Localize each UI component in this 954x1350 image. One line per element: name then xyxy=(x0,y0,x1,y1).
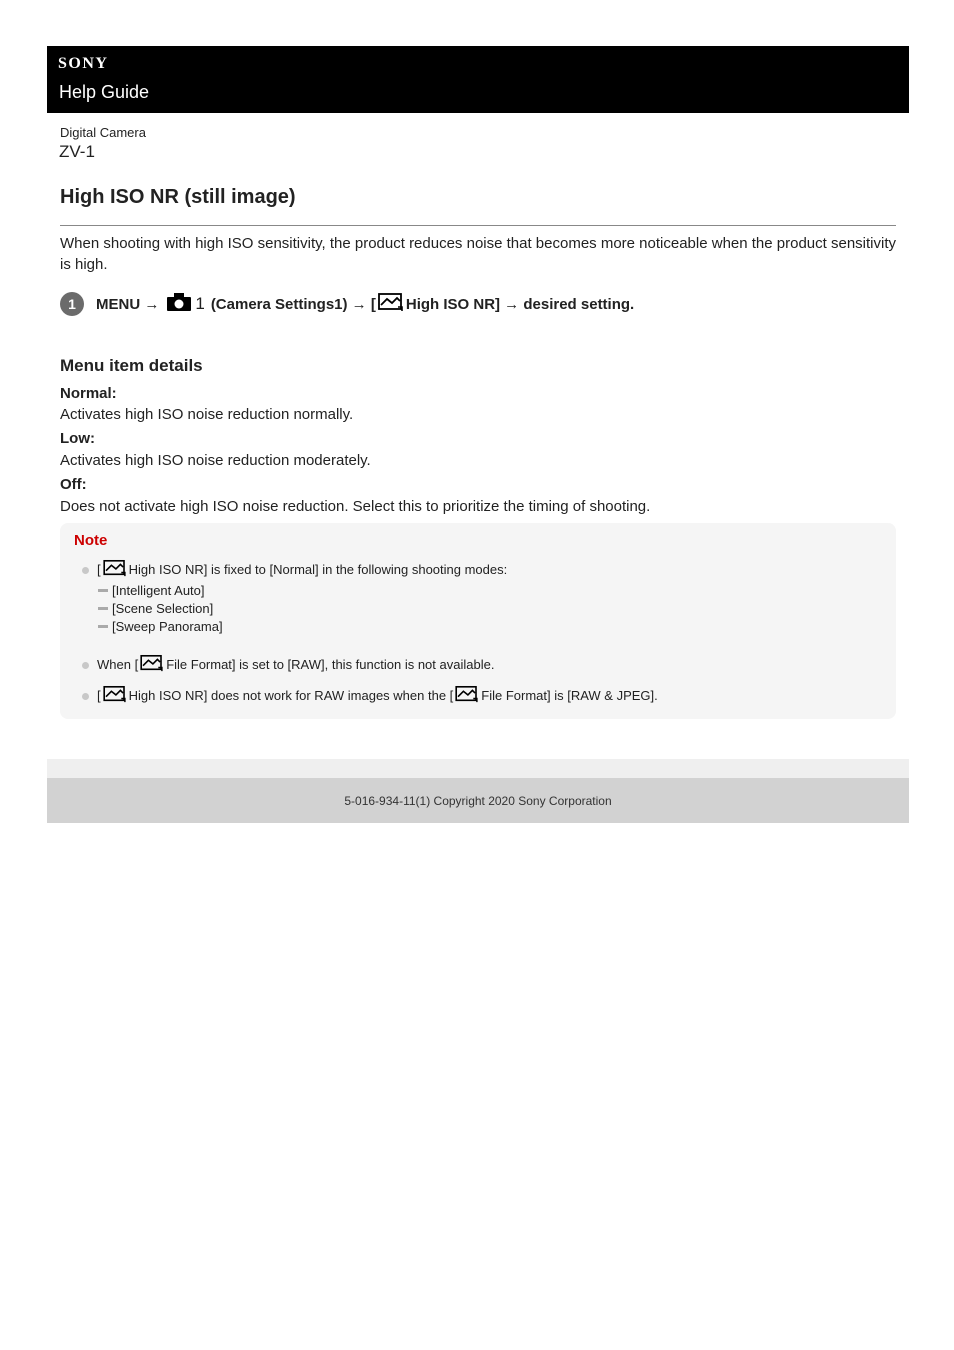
desc-low: Activates high ISO noise reduction moderately. xyxy=(60,452,371,469)
term-normal: Normal: xyxy=(60,385,117,402)
title-divider xyxy=(60,225,896,226)
term-low: Low: xyxy=(60,430,95,447)
dash-icon xyxy=(98,589,108,592)
still-image-icon xyxy=(103,559,127,580)
dash-icon xyxy=(98,607,108,610)
sony-logo: SONY xyxy=(58,55,109,72)
note-item-2-pre: When [ xyxy=(97,657,139,672)
note-item-3-pre: [ xyxy=(97,688,101,703)
intro-text: When shooting with high ISO sensitivity, the product reduces noise that becomes more noticeable when the product sensitivity is high. xyxy=(60,235,897,273)
mode-intelligent-auto: [Intelligent Auto] xyxy=(112,583,205,598)
step-menu-text: MENU → xyxy=(96,295,160,313)
copyright-text: 5-016-934-11(1) Copyright 2020 Sony Corporation xyxy=(344,793,612,808)
desc-off: Does not activate high ISO noise reduction. Select this to prioritize the timing of shooting. xyxy=(60,498,651,515)
note-bullet xyxy=(82,567,89,574)
note-bullet xyxy=(82,662,89,669)
note-item-1-text: High ISO NR] is fixed to [Normal] in the following shooting modes: xyxy=(128,562,508,577)
footer-band xyxy=(47,759,909,778)
dash-icon xyxy=(98,625,108,628)
step-text-2: (Camera Settings1) → [ xyxy=(210,295,376,313)
note-item-1 xyxy=(97,559,507,580)
still-image-icon xyxy=(378,292,404,316)
mode-item xyxy=(98,601,213,616)
step-number-badge: 1 xyxy=(60,292,84,316)
note-item-3-text: High ISO NR] does not work for RAW images when the [ xyxy=(128,688,454,703)
note-item-3-end: File Format] is [RAW & JPEG]. xyxy=(481,688,658,703)
site-header xyxy=(47,46,909,113)
step-1 xyxy=(60,292,634,316)
still-image-icon xyxy=(103,685,127,706)
mode-sweep-panorama: [Sweep Panorama] xyxy=(112,619,223,634)
mode-scene-selection: [Scene Selection] xyxy=(112,601,214,616)
still-image-icon xyxy=(140,654,164,675)
mode-item xyxy=(98,619,223,634)
help-guide-title[interactable]: Help Guide xyxy=(59,82,150,102)
note-bullet xyxy=(82,693,89,700)
note-item-3 xyxy=(97,685,658,706)
step-text-3: High ISO NR] → desired setting. xyxy=(405,295,635,313)
footer xyxy=(47,778,909,823)
camera-tab-number: 1 xyxy=(195,294,205,313)
desc-normal: Activates high ISO noise reduction normally. xyxy=(60,406,354,423)
term-off: Off: xyxy=(60,476,87,493)
breadcrumb-category: Digital Camera xyxy=(60,125,146,140)
note-box xyxy=(60,523,896,719)
mode-item xyxy=(98,583,205,598)
note-item-2 xyxy=(97,654,494,675)
note-item-2-text: File Format] is set to [RAW], this function is not available. xyxy=(166,657,495,672)
note-title: Note xyxy=(74,532,108,549)
page-title: High ISO NR (still image) xyxy=(60,186,296,208)
breadcrumb-model: ZV-1 xyxy=(59,142,95,161)
note-item-1-pre: [ xyxy=(97,562,101,577)
still-image-icon xyxy=(455,685,479,706)
menu-details-heading: Menu item details xyxy=(60,356,203,375)
